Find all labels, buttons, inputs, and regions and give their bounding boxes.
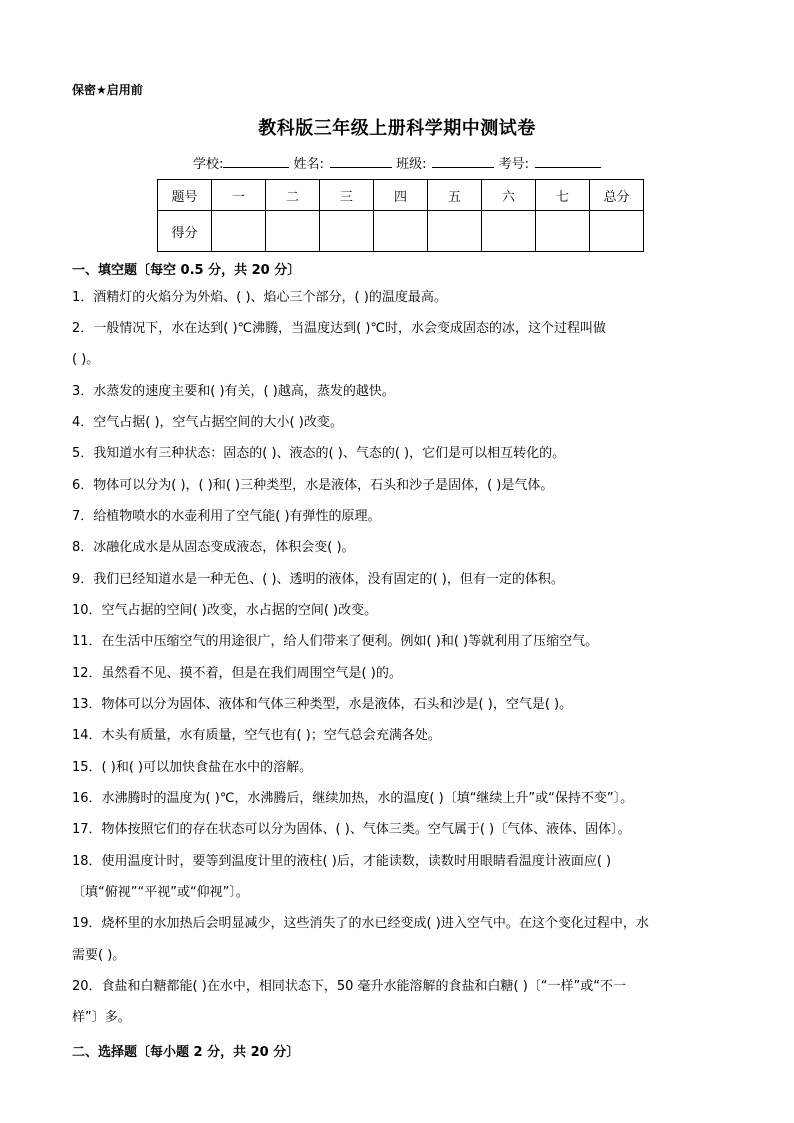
score-table <box>157 179 644 252</box>
question-line: 10．空气占据的空间( )改变，水占据的空间( )改变。 <box>72 603 378 618</box>
question-line: 8．冰融化成水是从固态变成液态，体积会变( )。 <box>72 540 355 555</box>
score-input-cell[interactable] <box>374 211 428 252</box>
score-table-cell: 七 <box>536 180 590 211</box>
question-line: 需要( )。 <box>72 948 126 963</box>
exam-number-field[interactable] <box>535 154 601 168</box>
score-input-cell[interactable] <box>212 211 266 252</box>
question-line: 4．空气占据( )，空气占据空间的大小( )改变。 <box>72 415 343 430</box>
score-input-cell[interactable] <box>536 211 590 252</box>
score-input-cell[interactable] <box>482 211 536 252</box>
section-heading-multiple-choice: 二、选择题〔每小题 2 分，共 20 分〕 <box>72 1045 300 1060</box>
score-table-cell: 题号 <box>158 180 212 211</box>
question-line: 13．物体可以分为固体、液体和气体三种类型，水是液体，石头和沙是( )，空气是( )。 <box>72 697 573 712</box>
score-table-cell: 一 <box>212 180 266 211</box>
score-row-label: 得分 <box>158 211 212 252</box>
school-label: 学校: <box>193 157 224 172</box>
exam-number-label: 考号: <box>498 157 529 172</box>
score-table-cell: 六 <box>482 180 536 211</box>
question-line: ( )。 <box>72 352 100 367</box>
question-line: 2．一般情况下，水在达到( )℃沸腾，当温度达到( )℃时，水会变成固态的冰，这个过程叫做 <box>72 321 607 336</box>
score-table-cell: 二 <box>266 180 320 211</box>
question-line: 15．( )和( )可以加快食盐在水中的溶解。 <box>72 760 313 775</box>
question-line: 19．烧杯里的水加热后会明显减少，这些消失了的水已经变成( )进入空气中。在这个变化过程中，水 <box>72 916 649 931</box>
question-line: 样”〕多。 <box>72 1010 131 1025</box>
question-line: 1．酒精灯的火焰分为外焰、( )、焰心三个部分，( )的温度最高。 <box>72 290 447 305</box>
score-input-cell[interactable] <box>428 211 482 252</box>
name-field[interactable] <box>330 154 392 168</box>
score-input-cell[interactable] <box>320 211 374 252</box>
question-line: 6．物体可以分为( )，( )和( )三种类型，水是液体，石头和沙子是固体，( )是气体。 <box>72 478 554 493</box>
score-input-cell[interactable] <box>266 211 320 252</box>
score-table-cell: 五 <box>428 180 482 211</box>
question-line: 18．使用温度计时，要等到温度计里的液柱( )后，才能读数，读数时用眼睛看温度计液面应( ) <box>72 854 612 869</box>
question-line: 9．我们已经知道水是一种无色、( )、透明的液体，没有固定的( )，但有一定的体积。 <box>72 572 564 587</box>
question-line: 3．水蒸发的速度主要和( )有关，( )越高，蒸发的越快。 <box>72 384 395 399</box>
score-table-header-row <box>158 180 644 211</box>
class-field[interactable] <box>432 154 494 168</box>
score-table-cell: 三 <box>320 180 374 211</box>
question-line: 11．在生活中压缩空气的用途很广，给人们带来了便利。例如( )和( )等就利用了压缩空气。 <box>72 634 599 649</box>
school-field[interactable] <box>223 154 289 168</box>
question-line: 〔填“俯视”“平视”或“仰视”〕。 <box>72 885 249 900</box>
name-label: 姓名: <box>293 157 324 172</box>
question-line: 12．虽然看不见、摸不着，但是在我们周围空气是( )的。 <box>72 666 402 681</box>
score-table-cell: 四 <box>374 180 428 211</box>
class-label: 班级: <box>396 157 427 172</box>
question-line: 7．给植物喷水的水壶利用了空气能( )有弹性的原理。 <box>72 509 381 524</box>
score-table-score-row <box>158 211 644 252</box>
question-line: 17．物体按照它们的存在状态可以分为固体、( )、气体三类。空气属于( )〔气体、液体、固体〕。 <box>72 822 631 837</box>
score-input-cell[interactable] <box>590 211 644 252</box>
question-line: 14．木头有质量，水有质量，空气也有( )；空气总会充满各处。 <box>72 728 441 743</box>
confidential-label: 保密★启用前 <box>72 83 143 97</box>
question-line: 20．食盐和白糖都能( )在水中，相同状态下，50 毫升水能溶解的食盐和白糖( )〔“一样”或“不一 <box>72 979 626 994</box>
question-line: 5．我知道水有三种状态：固态的( )、液态的( )、气态的( )，它们是可以相互转化的。 <box>72 446 566 461</box>
question-line: 16．水沸腾时的温度为( )℃，水沸腾后，继续加热，水的温度( )〔填“继续上升”或“保持不变”〕。 <box>72 791 634 806</box>
student-info-row <box>0 153 794 172</box>
page-title: 教科版三年级上册科学期中测试卷 <box>258 118 536 139</box>
score-table-cell: 总分 <box>590 180 644 211</box>
section-heading-fill-blank: 一、填空题〔每空 0.5 分，共 20 分〕 <box>72 263 301 278</box>
